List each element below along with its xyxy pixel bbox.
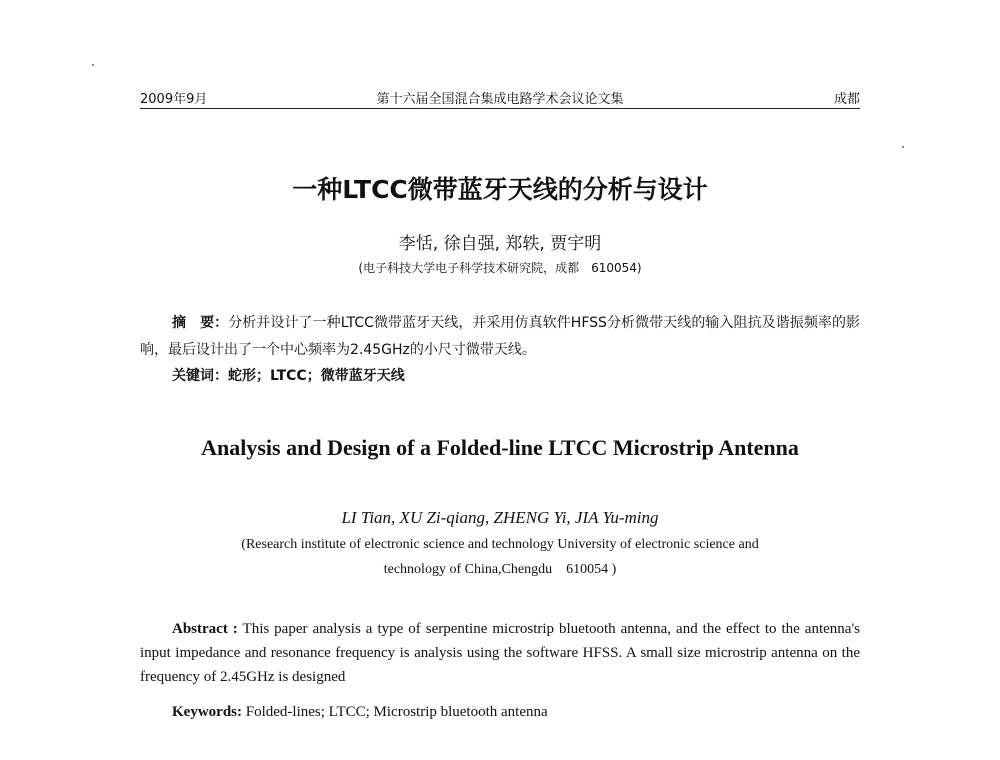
scan-speck [902,146,904,148]
cn-title: 一种LTCC微带蓝牙天线的分析与设计 [292,175,708,204]
en-abstract-text: This paper analysis a type of serpentine microstrip bluetooth antenna, and the effect to the antenna's input impedance and resonance frequency is analysis using the software HFSS. A small size microstrip antenna on the frequency of 2.45GHz is designed [140,621,860,685]
cn-affiliation: (电子科技大学电子科学技术研究院，成都 610054) [358,261,642,275]
en-abstract [140,617,860,689]
cn-keywords [172,364,772,389]
en-keywords-text: Folded-lines; LTCC; Microstrip bluetooth antenna [245,704,548,720]
cn-abstract-label: 摘 要： [172,315,229,331]
en-title: Analysis and Design of a Folded-line LTCC Microstrip Antenna [201,435,799,460]
header-rule [140,108,860,109]
cn-keywords-label: 关键词： [172,368,228,384]
scan-speck [92,64,94,66]
en-keywords [172,700,822,725]
header-city: 成都 [833,92,860,107]
cn-abstract [140,310,860,364]
en-keywords-label: Keywords: [172,704,242,720]
en-affiliation-1: (Research institute of electronic science and technology University of electronic science and [241,537,759,552]
cn-keywords-text: 蛇形；LTCC；微带蓝牙天线 [228,368,405,384]
en-authors: LI Tian, XU Zi-qiang, ZHENG Yi, JIA Yu-ming [341,508,659,527]
header-date: 2009年9月 [140,92,208,107]
cn-abstract-text: 分析并设计了一种LTCC微带蓝牙天线，并采用仿真软件HFSS分析微带天线的输入阻抗及谐振频率的影响，最后设计出了一个中心频率为2.45GHz的小尺寸微带天线。 [140,315,861,358]
cn-authors: 李恬, 徐自强, 郑轶, 贾宇明 [398,234,602,254]
en-affiliation-2: technology of China,Chengdu 610054 ) [383,562,617,577]
en-abstract-label: Abstract : [172,621,238,637]
header-proceedings: 第十六届全国混合集成电路学术会议论文集 [376,92,624,107]
